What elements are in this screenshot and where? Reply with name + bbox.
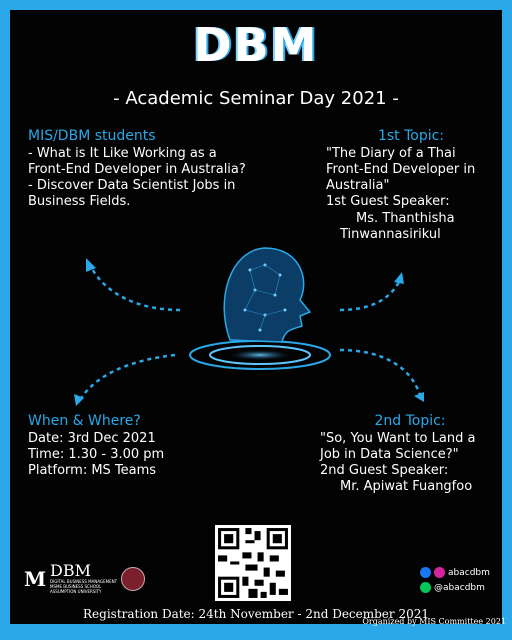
dbm-school-logo xyxy=(50,563,117,594)
students-item-1: - What is It Like Working as a xyxy=(28,145,217,161)
dbm-school-name: DBM xyxy=(50,561,91,580)
topic2-title-2: Job in Data Science?" xyxy=(320,446,459,462)
topic2-speaker-name: Mr. Apiwat Fuangfoo xyxy=(340,479,473,495)
sponsor-logos xyxy=(24,563,145,594)
seal-logo-icon xyxy=(121,567,145,591)
msme-logo-icon: M xyxy=(24,566,47,591)
social-line[interactable] xyxy=(420,582,490,593)
topic2-title-1: "So, You Want to Land a xyxy=(320,430,476,446)
topic1-speaker-name: Ms. Thanthisha xyxy=(356,210,455,226)
social-handle-2: @abacdbm xyxy=(434,582,485,593)
organizer-credit: Organized by MIS Committee 2021 xyxy=(362,617,506,626)
topic1-heading: 1st Topic: xyxy=(377,128,445,144)
instagram-icon xyxy=(434,567,445,578)
poster xyxy=(10,10,502,624)
dbm-school-line-3: ASSUMPTION UNIVERSITY xyxy=(50,589,102,594)
when-where-block xyxy=(28,413,228,479)
topic1-speaker-label: 1st Guest Speaker: xyxy=(326,194,450,210)
dbm-logo: DBM xyxy=(193,18,319,72)
dbm-school-line-1: DIGITAL BUSINESS MANAGEMENT xyxy=(50,579,118,584)
students-item-4: Business Fields. xyxy=(28,194,131,210)
topic1-title-2: Front-End Developer in xyxy=(326,161,476,177)
platform-line: Platform: MS Teams xyxy=(28,463,157,478)
registration-qr-code[interactable] xyxy=(215,525,291,601)
registration-date: Registration Date: 24th November - 2nd December 2021 xyxy=(83,607,429,621)
students-item-3: - Discover Data Scientist Jobs in xyxy=(28,178,236,193)
students-item-2: Front-End Developer in Australia? xyxy=(28,161,246,177)
social-fb-ig[interactable] xyxy=(420,567,490,578)
social-handle-1: abacdbm xyxy=(448,567,490,578)
facebook-icon xyxy=(420,567,431,578)
event-subtitle: - Academic Seminar Day 2021 - xyxy=(113,88,399,109)
topic1-speaker-surname: Tinwannasirikul xyxy=(340,226,441,242)
time-line: Time: 1.30 - 3.00 pm xyxy=(28,446,165,462)
line-icon xyxy=(420,582,431,593)
topic2-block xyxy=(320,413,500,496)
topic2-speaker-label: 2nd Guest Speaker: xyxy=(320,463,449,478)
arrow-bottom-left-icon xyxy=(80,355,175,400)
arrow-bottom-right-icon xyxy=(340,350,420,395)
topic2-heading: 2nd Topic: xyxy=(374,413,446,429)
arrow-top-right-icon xyxy=(340,280,400,310)
when-where-heading: When & Where? xyxy=(28,413,141,429)
dbm-school-line-2: MSME BUSINESS SCHOOL xyxy=(50,584,102,589)
topic1-title-1: "The Diary of a Thai xyxy=(326,145,456,161)
topic1-title-3: Australia" xyxy=(326,178,390,193)
arrow-top-left-icon xyxy=(90,265,180,310)
students-heading: MIS/DBM students xyxy=(28,128,156,144)
date-line: Date: 3rd Dec 2021 xyxy=(28,430,156,446)
social-links xyxy=(420,567,490,593)
